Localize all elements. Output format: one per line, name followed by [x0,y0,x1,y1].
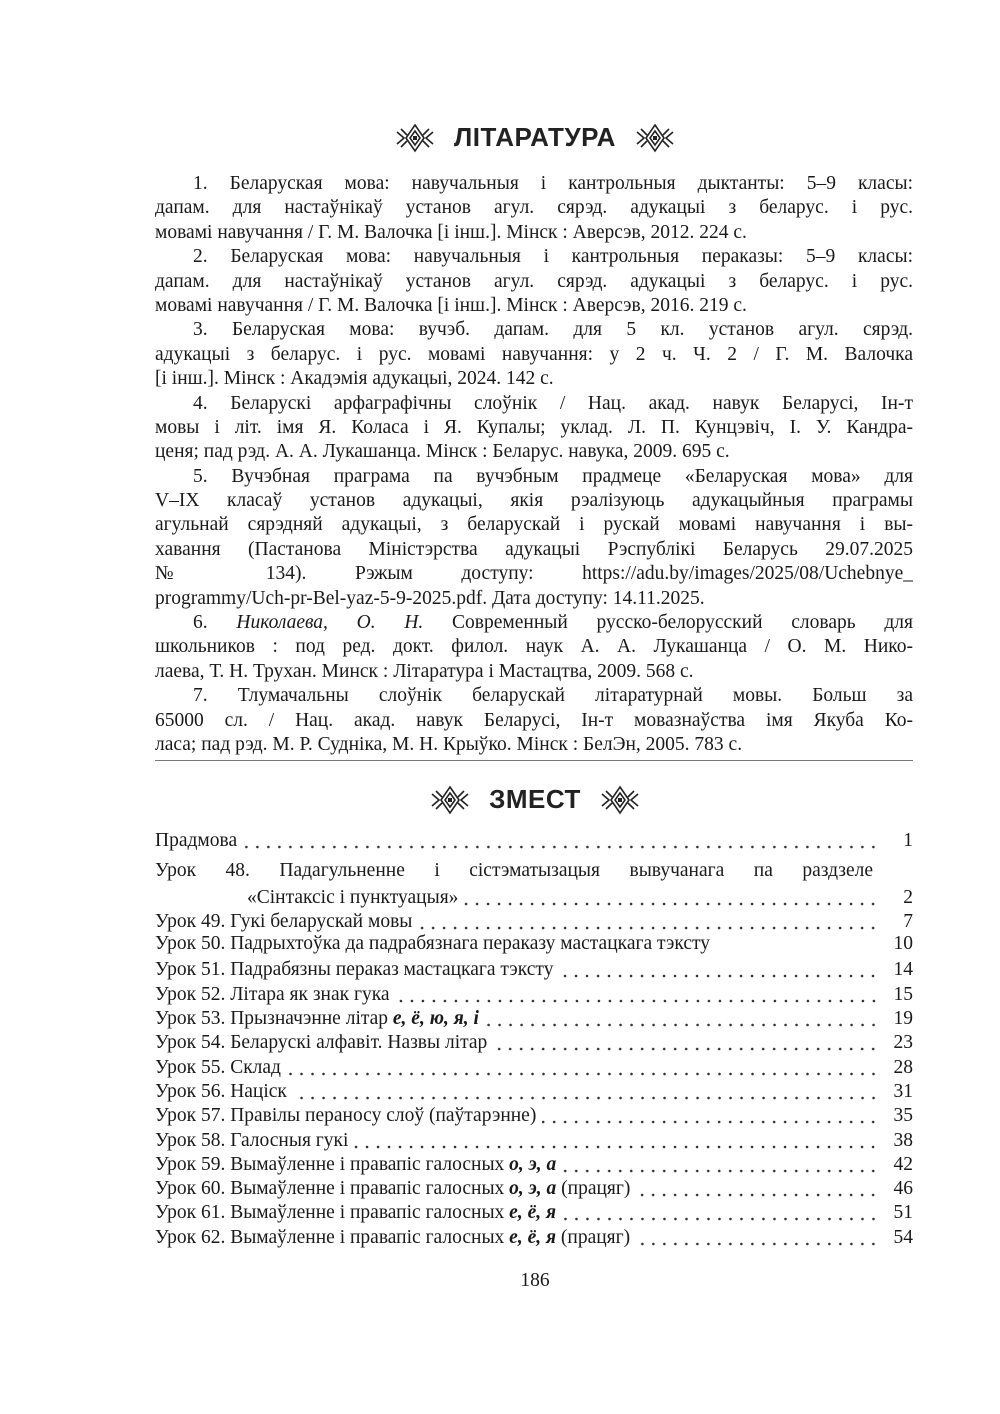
toc-row [155,1102,913,1126]
bibliography-entry [155,172,913,245]
literature-heading [0,122,1000,153]
entry-line [155,709,913,733]
dot-leader [636,1226,879,1246]
text-segment: [і інш.]. Мінск : Акадэмія адукацыі, 2024. 142 с. [155,368,554,390]
toc-title [155,1080,287,1104]
author-name: Николаева, О. Н. [236,612,424,634]
text-segment: Урок 57. Правілы пераносу слоў (паўтарэнне) [155,1105,537,1127]
toc-page-number: 42 [893,1153,913,1175]
entry-line [155,196,913,220]
entry-line [155,245,913,269]
bibliography-entry [155,465,913,611]
dot-leader [464,886,879,906]
text-segment: дапам. для настаўнікаў установ агул. сярэд. адукацыі з беларус. і рус. [155,270,913,292]
text-segment: Урок 49. Гукі беларускай мовы [155,910,413,932]
dot-leader [287,1056,879,1076]
entry-line [155,440,913,464]
text-segment: № 134). Рэжым доступу: https://adu.by/images/2025/08/Uchebnye_ [155,563,913,585]
toc-page-number: 28 [893,1056,913,1078]
entry-line [155,635,913,659]
toc-row [155,1077,913,1101]
toc-page-number: 51 [893,1202,913,1224]
text-segment: V–IX класаў установ адукацыі, якія рэалізуюць адукацыйныя праграмы [155,490,913,512]
table-of-contents [155,826,913,1248]
ornament-icon [634,123,676,153]
text-segment: Урок 55. Склад [155,1056,281,1078]
toc-title [155,932,710,956]
section-divider [155,760,913,761]
text-segment: «Сінтаксіс і пунктуацыя» [247,886,459,908]
bibliography-entry [155,392,913,465]
text-segment: ласа; пад рэд. М. Р. Судніка, М. Н. Крыўко. Мінск : БелЭн, 2005. 783 с. [155,733,743,755]
toc-page-number: 7 [903,910,913,932]
entry-line [155,270,913,294]
toc-row [155,1029,913,1053]
text-segment: ценя; пад рэд. А. А. Лукашанца. Мінск : Беларус. навука, 2009. 695 с. [155,441,730,463]
contents-heading [0,784,1000,815]
toc-row-continuation [155,883,913,907]
entry-line [155,733,913,757]
toc-title [155,1031,487,1055]
toc-title [155,983,390,1007]
toc-title [155,1056,281,1080]
text-segment: агульнай сярэдняй адукацыі, з беларускай і рускай мовамі навучання і вы- [155,514,913,536]
bibliography-entry [155,684,913,757]
ornament-icon [394,123,436,153]
toc-row [155,826,913,850]
entry-line [155,294,913,318]
toc-page-number: 54 [893,1226,913,1248]
toc-title [155,1153,556,1177]
toc-row [155,1005,913,1029]
toc-row [155,1053,913,1077]
entry-line [155,587,913,611]
toc-title [155,859,913,883]
dot-leader [293,1080,879,1100]
letter-highlight: о, э, а [509,1153,557,1175]
entry-line [155,489,913,513]
dot-leader [396,983,879,1003]
text-segment: 6. [193,612,237,634]
text-segment: Урок 50. Падрыхтоўка да падрабязнага пераказу мастацкага тэксту [155,932,711,954]
entry-line [155,172,913,196]
dot-leader [542,1105,879,1125]
text-segment: 7. Тлумачальны слоўнік беларускай літаратурнай мовы. Больш за [193,685,913,707]
text-segment: мовамі навучання / Г. М. Валочка [і інш.]. Мінск : Аверсэв, 2012. 224 с. [155,221,747,243]
toc-page-number: 38 [893,1129,913,1151]
entry-line [155,538,913,562]
toc-title [155,829,237,853]
dot-leader [485,1008,879,1028]
letter-highlight: е, ё, ю, я, і [392,1008,479,1030]
text-segment: Урок 59. Вымаўленне і правапіс галосных [155,1153,510,1175]
toc-row [155,1199,913,1223]
toc-title [155,958,553,982]
text-segment: Урок 62. Вымаўленне і правапіс галосных [155,1226,510,1248]
text-segment: (працяг) [556,1226,631,1248]
text-segment: (працяг) [556,1178,631,1200]
entry-line [155,611,913,635]
dot-leader [418,910,879,930]
toc-page-number: 35 [893,1105,913,1127]
page-number: 186 [520,1270,550,1291]
text-segment: адукацыі з беларус. і рус. мовамі навучання: у 2 ч. Ч. 2 / Г. М. Валочка [155,343,913,365]
bibliography-entry [155,318,913,391]
bibliography-entry [155,611,913,684]
toc-row [155,956,913,980]
contents-title: ЗМЕСТ [489,784,581,814]
text-segment: Урок 61. Вымаўленне і правапіс галосных [155,1202,510,1224]
text-segment: Современный русско-белорусский словарь для [423,612,913,634]
toc-row [155,980,913,1004]
text-segment: Урок 53. Прызначэнне літар [155,1008,393,1030]
toc-row [155,859,913,883]
text-segment: 65000 сл. / Нац. акад. навук Беларусі, Ін-т мовазнаўства імя Якуба Ко- [155,709,913,731]
text-segment: Урок 56. Націск [155,1080,287,1102]
dot-leader [354,1129,879,1149]
toc-title [155,1007,479,1031]
entry-line [155,343,913,367]
text-segment: 4. Беларускі арфаграфічны слоўнік / Нац. акад. навук Беларусі, Ін-т [193,392,913,414]
text-segment: programmy/Uch-pr-Bel-yaz-5-9-2025.pdf. Дата доступу: 14.11.2025. [155,587,705,609]
toc-title [155,886,458,910]
text-segment: Урок 52. Літара як знак гука [155,983,390,1005]
literature-title: ЛІТАРАТУРА [454,122,616,152]
toc-page-number: 46 [893,1178,913,1200]
toc-row [155,1223,913,1247]
text-segment: школьников : под ред. докт. филол. наук А. А. Лукашанца / О. М. Нико- [155,636,913,658]
dot-leader [559,959,879,979]
toc-row [155,932,913,956]
entry-line [155,392,913,416]
text-segment: 1. Беларуская мова: навучальныя і кантрольныя дыктанты: 5–9 класы: [193,173,913,194]
toc-title [155,1129,348,1153]
entry-line [155,318,913,342]
entry-line [155,465,913,489]
toc-title [155,1226,630,1250]
ornament-icon [429,785,471,815]
toc-page-number: 15 [893,983,913,1005]
text-segment: мовамі навучання / Г. М. Валочка [і інш.]. Мінск : Аверсэв, 2016. 219 с. [155,294,747,316]
entry-line [155,416,913,440]
letter-highlight: е, ё, я [509,1202,557,1224]
dot-leader [562,1153,879,1173]
entry-line [155,367,913,391]
toc-row [155,1175,913,1199]
toc-page-number: 10 [893,932,913,954]
dot-leader [562,1202,879,1222]
toc-row [155,1150,913,1174]
toc-page-number: 31 [893,1080,913,1102]
toc-title [155,1177,630,1201]
entry-line [155,221,913,245]
bibliography-entry [155,245,913,318]
text-segment: 3. Беларуская мова: вучэб. дапам. для 5 кл. установ агул. сярэд. [193,319,913,341]
literature-list [155,172,913,757]
letter-highlight: е, ё, я [509,1226,557,1248]
text-segment: Урок 58. Галосныя гукі [155,1129,349,1151]
toc-title [155,1201,556,1225]
text-segment: 5. Вучэбная праграма па вучэбным прадмеце «Беларуская мова» для [193,465,913,487]
toc-row [155,907,913,931]
ornament-icon [599,785,641,815]
toc-page-number: 1 [903,829,913,851]
text-segment: мовы і літ. імя Я. Коласа і Я. Купалы; уклад. Л. П. Кунцэвіч, І. У. Кандра- [155,416,913,438]
text-segment: дапам. для настаўнікаў установ агул. сярэд. адукацыі з беларус. і рус. [155,197,913,219]
entry-line [155,562,913,586]
letter-highlight: о, э, а [509,1178,557,1200]
toc-page-number: 19 [893,1008,913,1030]
text-segment: Урок 51. Падрабязны пераказ мастацкага тэксту [155,959,554,981]
dot-leader [243,829,879,849]
toc-title [155,910,412,934]
text-segment: лаева, Т. Н. Трухан. Минск : Літаратура і Мастацтва, 2009. 568 с. [155,660,694,682]
text-segment: хавання (Пастанова Міністэрства адукацыі Рэспублікі Беларусь 29.07.2025 [155,538,913,560]
entry-line [155,513,913,537]
text-segment: Прадмова [155,829,238,851]
entry-line [155,660,913,684]
text-segment: Урок 54. Беларускі алфавіт. Назвы літар [155,1032,488,1054]
toc-page-number: 23 [893,1032,913,1054]
toc-row [155,1126,913,1150]
text-segment: Урок 48. Падагульненне і сістэматызацыя вывучанага па раздзеле [155,859,873,881]
text-segment: Урок 60. Вымаўленне і правапіс галосных [155,1178,510,1200]
toc-page-number: 2 [903,886,913,908]
dot-leader [493,1032,879,1052]
toc-page-number: 14 [893,959,913,981]
dot-leader [636,1178,879,1198]
text-segment: 2. Беларуская мова: навучальныя і кантрольныя пераказы: 5–9 класы: [193,246,913,268]
entry-line [155,684,913,708]
toc-title [155,1104,536,1128]
